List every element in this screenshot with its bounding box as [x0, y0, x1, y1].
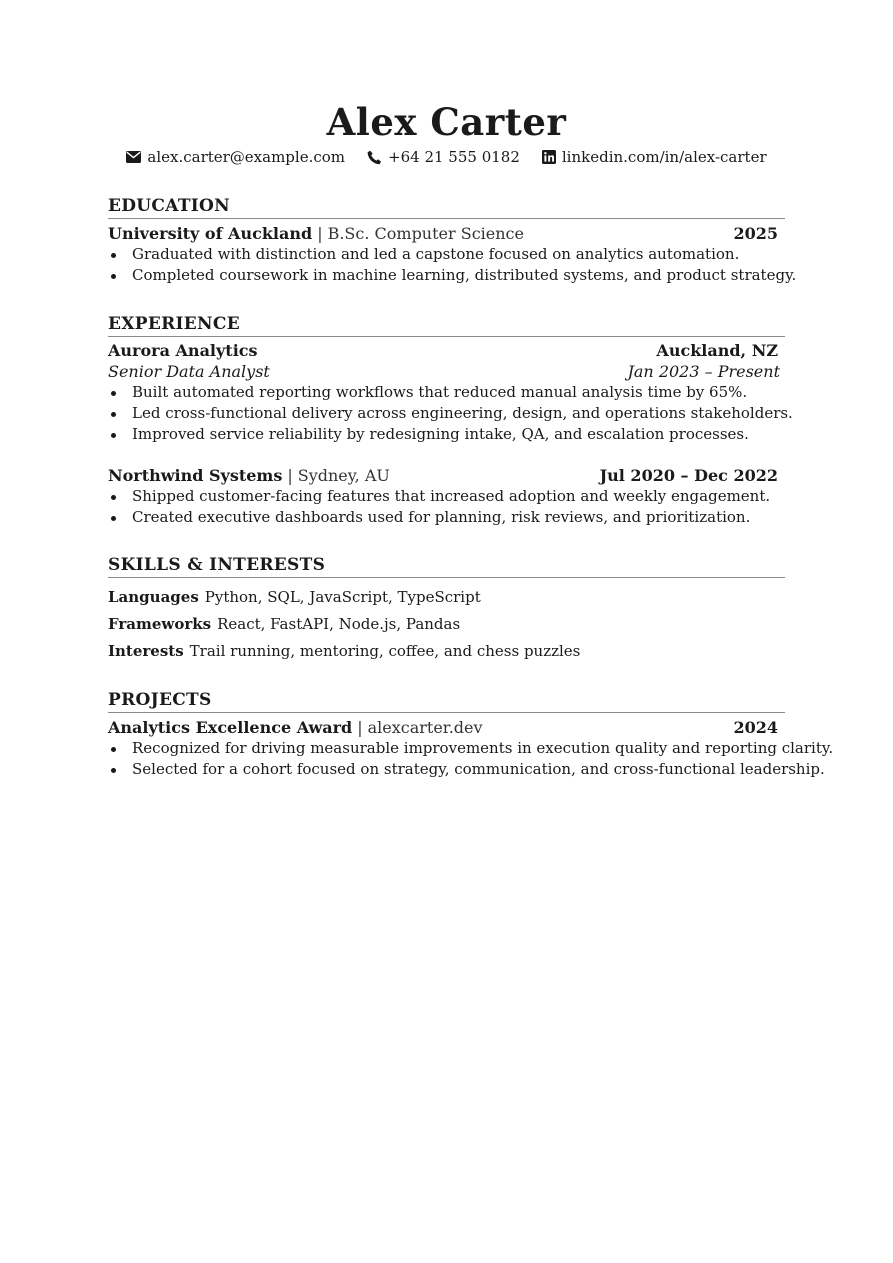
company-name: Aurora Analytics [108, 341, 258, 360]
separator: | [317, 224, 323, 243]
skill-label: Frameworks [108, 615, 212, 633]
job-dates: Jan 2023 – Present [627, 362, 780, 381]
list-item: Improved service reliability by redesigning intake, QA, and escalation processes. [108, 424, 785, 445]
skill-line [108, 611, 785, 638]
skills-list [108, 584, 785, 665]
section-title-experience: EXPERIENCE [108, 313, 785, 337]
job-location: Auckland, NZ [656, 341, 778, 360]
experience-section [108, 313, 793, 528]
resume-name: Alex Carter [326, 100, 567, 144]
section-title-skills: SKILLS & INTERESTS [108, 554, 785, 578]
section-title-projects: PROJECTS [108, 689, 785, 713]
contact-email[interactable] [126, 147, 345, 167]
education-year: 2025 [733, 224, 778, 243]
job-header [108, 340, 785, 361]
phone-text: +64 21 555 0182 [388, 148, 520, 166]
job-location: Sydney, AU [297, 466, 390, 485]
email-text: alex.carter@example.com [147, 148, 346, 166]
list-item: Led cross-functional delivery across engineering, design, and operations stakeholders. [108, 403, 785, 424]
job-header [108, 465, 785, 486]
job-dates: Jul 2020 – Dec 2022 [599, 466, 778, 485]
skill-line [108, 584, 785, 611]
list-item: Completed coursework in machine learning, distributed systems, and product strategy. [108, 265, 785, 286]
job-bullets [108, 486, 785, 528]
contact-phone[interactable] [367, 147, 520, 167]
project-year: 2024 [733, 718, 778, 737]
job-subheader [108, 361, 785, 382]
skill-value: Trail running, mentoring, coffee, and chess puzzles [189, 642, 581, 660]
education-section [108, 195, 797, 286]
separator: | [357, 718, 363, 737]
project-link[interactable]: alexcarter.dev [367, 718, 483, 737]
linkedin-text: linkedin.com/in/alex-carter [561, 148, 767, 166]
linkedin-icon [542, 150, 556, 164]
list-item: Selected for a cohort focused on strategy, communication, and cross-functional leadership. [108, 759, 785, 780]
project-row [108, 717, 785, 738]
projects-section [108, 689, 834, 780]
education-row [108, 223, 785, 244]
skill-label: Languages [108, 588, 199, 606]
list-item: Recognized for driving measurable improvements in execution quality and reporting clarity. [108, 738, 785, 759]
list-item: Built automated reporting workflows that reduced manual analysis time by 65%. [108, 382, 785, 403]
job-bullets [108, 382, 793, 445]
school-name: University of Auckland [108, 224, 313, 243]
contact-bar [108, 147, 785, 167]
list-item: Created executive dashboards used for planning, risk reviews, and prioritization. [108, 507, 785, 528]
skill-line [108, 638, 785, 665]
envelope-icon [126, 151, 141, 163]
project-name: Analytics Excellence Award [108, 718, 353, 737]
section-title-education: EDUCATION [108, 195, 785, 219]
project-bullets [108, 738, 834, 780]
company-name: Northwind Systems [108, 466, 283, 485]
skill-value: React, FastAPI, Node.js, Pandas [217, 615, 461, 633]
skill-value: Python, SQL, JavaScript, TypeScript [204, 588, 481, 606]
degree: B.Sc. Computer Science [327, 224, 524, 243]
phone-icon [367, 150, 382, 165]
contact-linkedin[interactable] [542, 147, 767, 167]
list-item: Shipped customer-facing features that increased adoption and weekly engagement. [108, 486, 785, 507]
separator: | [287, 466, 293, 485]
education-bullets [108, 244, 797, 286]
skill-label: Interests [108, 642, 184, 660]
job-role: Senior Data Analyst [108, 362, 270, 381]
skills-section [108, 554, 785, 665]
list-item: Graduated with distinction and led a capstone focused on analytics automation. [108, 244, 785, 265]
